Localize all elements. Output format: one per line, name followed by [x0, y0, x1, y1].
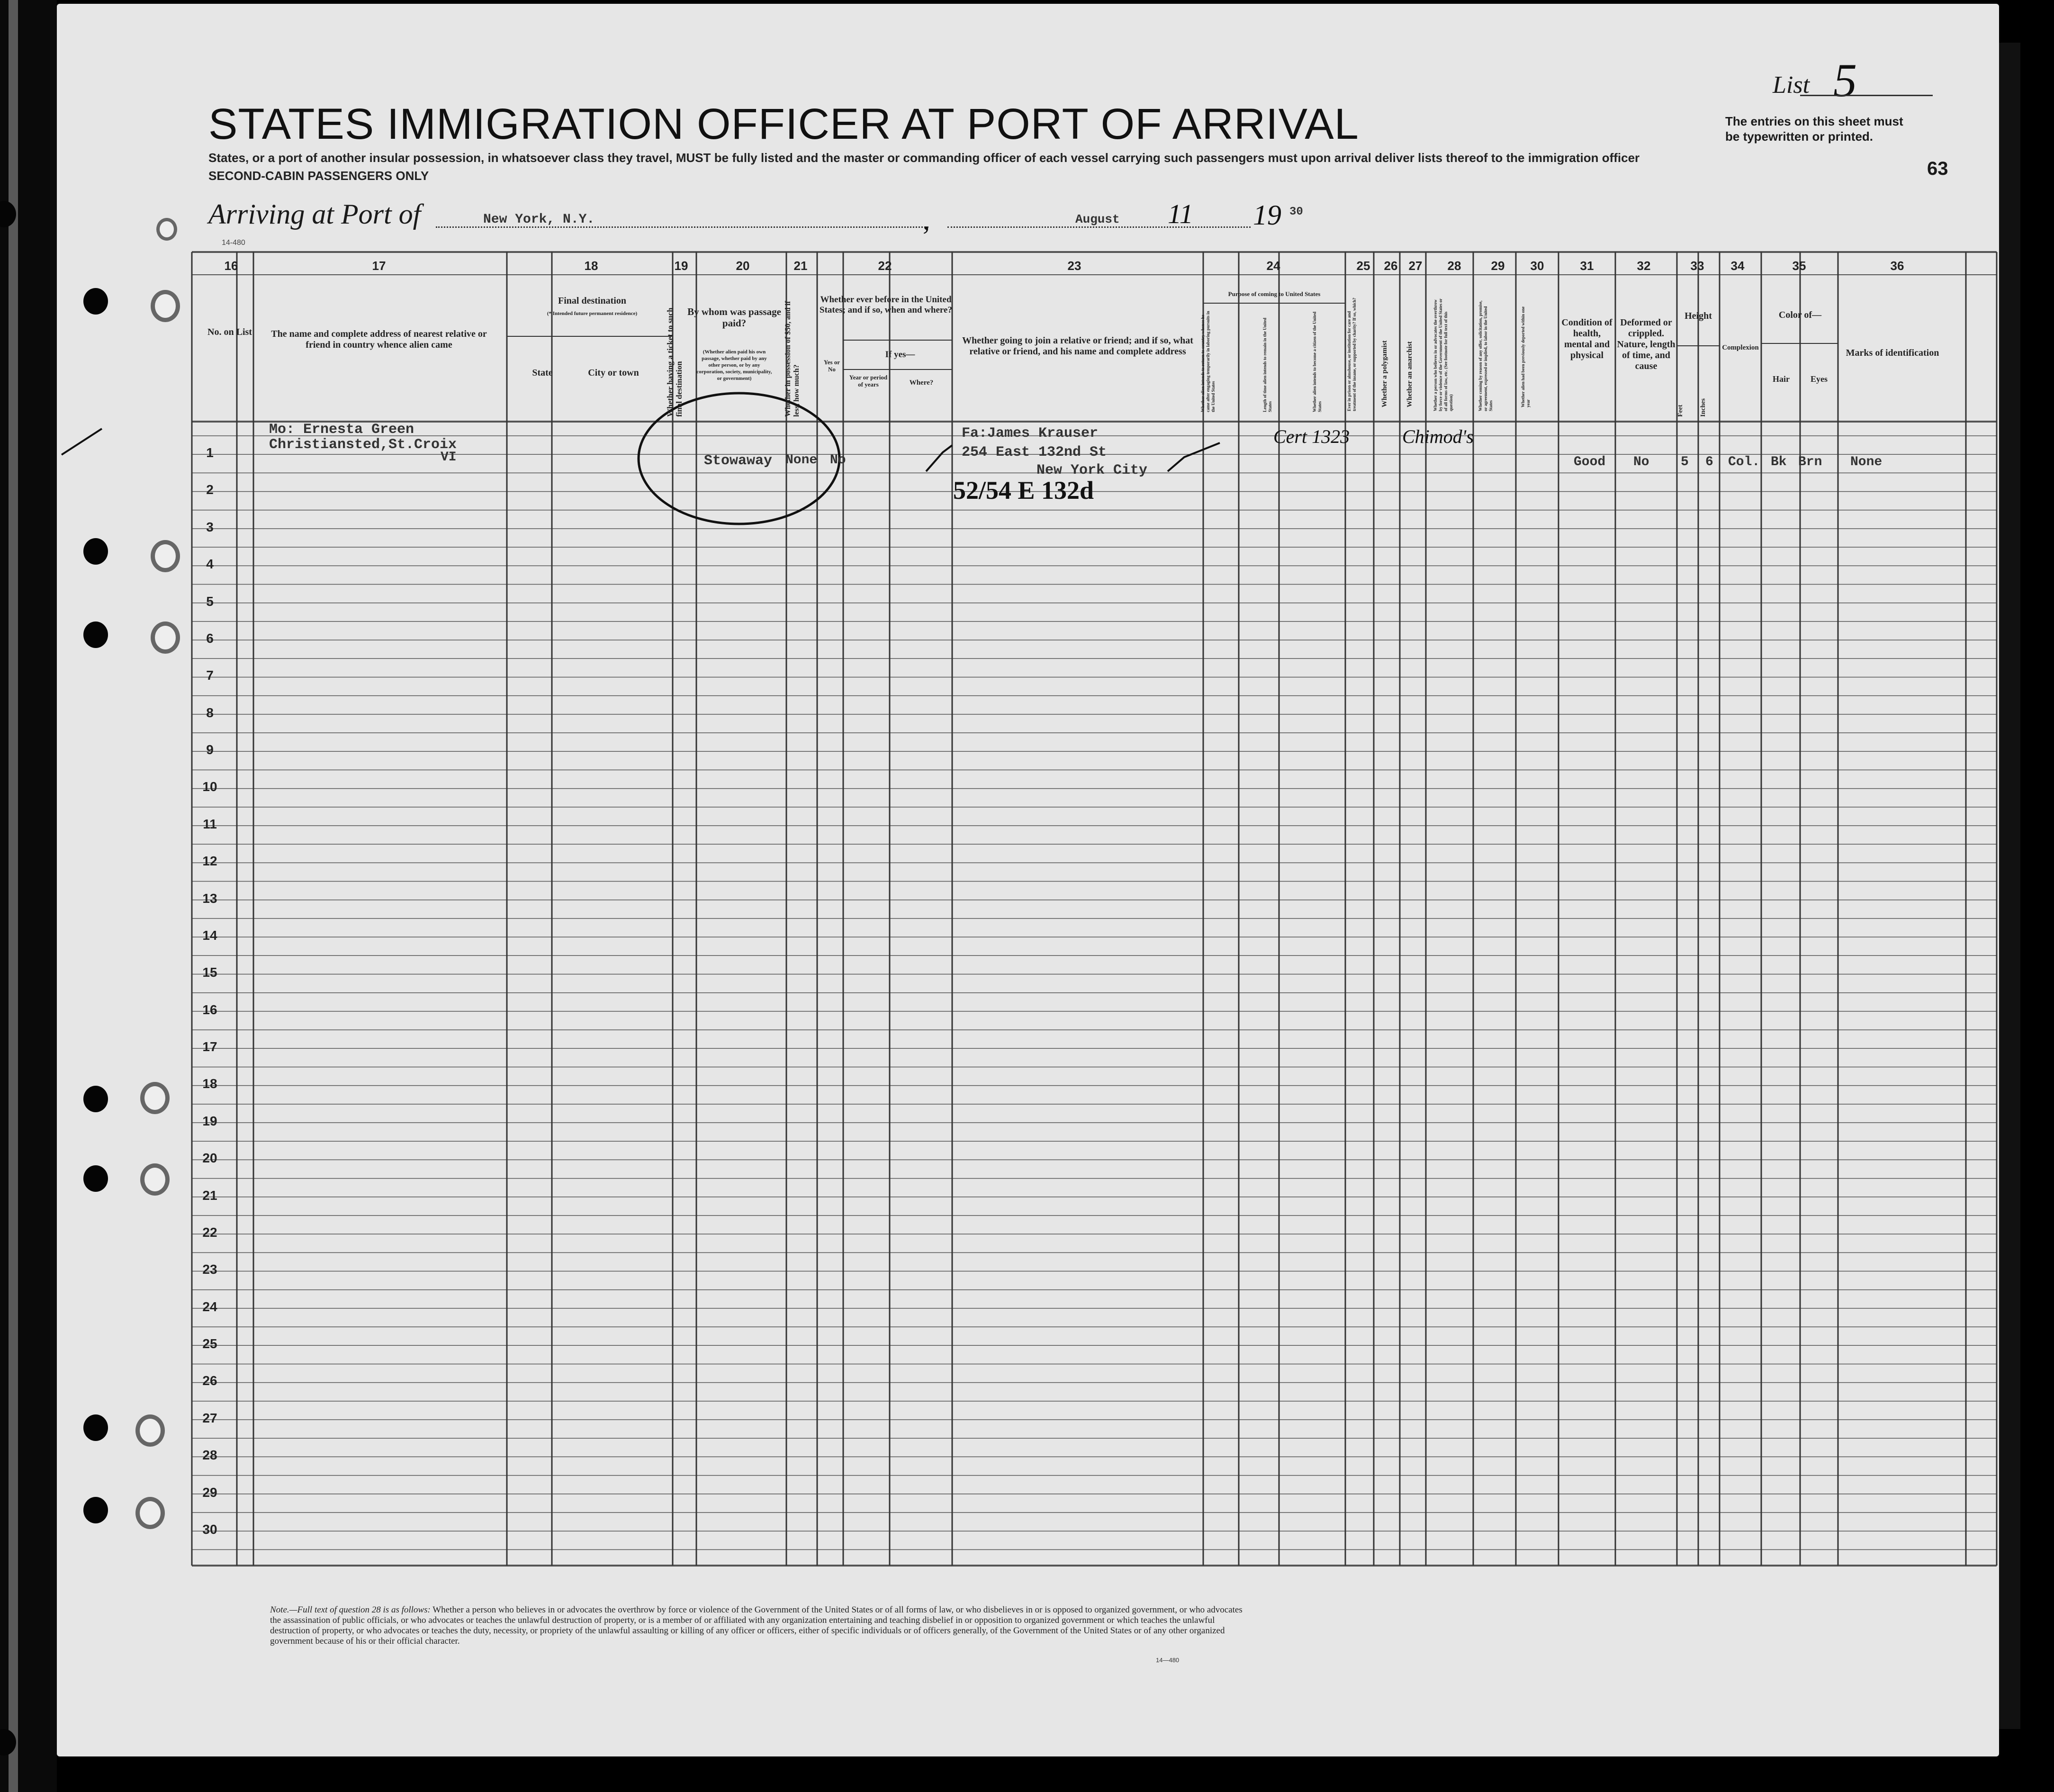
eyes-entry: Brn — [1798, 455, 1822, 469]
header-eyes: Eyes — [1811, 374, 1828, 384]
height-feet-entry: 5 — [1681, 455, 1689, 469]
row-number: 27 — [202, 1410, 217, 1425]
notice-line: be typewritten or printed. — [1725, 129, 1874, 144]
header-polygamist: Whether a polygamist — [1381, 340, 1388, 407]
list-number: 5 — [1833, 54, 1857, 107]
header-purpose-return: Whether alien intends to return to country whence he came after engaging temporarily in laboring pursuits in the United States — [1200, 311, 1216, 412]
header-no-on-list: No. on List — [207, 327, 252, 337]
footnote-lead: Note.—Full text of question 28 is as follows: — [270, 1605, 431, 1615]
header-final-destination-note: (* Intended future permanent residence) — [547, 311, 638, 316]
column-number: 35 — [1792, 259, 1806, 273]
header-prison: Ever in prison or almshouse, or institution for care and treatment of the insane, or supported by charity? If so, which? — [1347, 297, 1357, 411]
header-purpose: Purpose of coming to United States — [1228, 290, 1321, 297]
row-number: 21 — [202, 1188, 217, 1203]
row-number: 2 — [206, 482, 214, 497]
row-number: 3 — [206, 519, 214, 534]
column-number: 21 — [793, 259, 808, 273]
column-number: 33 — [1690, 259, 1704, 273]
header-hair: Hair — [1773, 374, 1790, 384]
row-number: 18 — [202, 1076, 217, 1091]
port-of-arrival: New York, N.Y. — [483, 212, 595, 227]
row-number: 25 — [202, 1336, 217, 1351]
header-joining-relative: Whether going to join a relative or friend; and if so, what relative or friend, and his name and complete address — [962, 335, 1193, 357]
page-number: 63 — [1927, 158, 1948, 179]
notice-line: The entries on this sheet must — [1725, 114, 1903, 128]
header-year: Year or period of years — [849, 374, 888, 388]
column-number: 36 — [1890, 259, 1904, 273]
row-number: 17 — [202, 1039, 217, 1054]
deformed-entry: No — [1633, 455, 1649, 469]
joining-street: 254 East 132nd St — [962, 444, 1107, 460]
row-number: 15 — [202, 965, 217, 980]
footnote — [270, 1605, 1246, 1647]
arrival-day: 11 — [1168, 198, 1193, 229]
header-height: Height — [1685, 311, 1712, 321]
hair-entry: Bk — [1771, 455, 1787, 469]
comma: , — [923, 204, 930, 235]
form-code-bottom: 14—480 — [1156, 1657, 1180, 1664]
passage-paid-entry: Stowaway — [704, 453, 773, 469]
relative-address: Christiansted,St.Croix — [269, 437, 457, 453]
header-labor-offer: Whether coming by reason of any offer, solicitation, promise, or agreement, expressed or implied, to labor in the United States — [1478, 300, 1493, 411]
row-number: 1 — [206, 445, 214, 460]
column-number: 25 — [1356, 259, 1370, 273]
column-number: 20 — [736, 259, 750, 273]
column-number: 22 — [878, 259, 892, 273]
relative-name: Mo: Ernesta Green — [269, 422, 414, 438]
column-number: 32 — [1637, 259, 1651, 273]
margin-mark — [62, 429, 102, 455]
row-number: 16 — [202, 1002, 217, 1017]
column-number: 31 — [1580, 259, 1594, 273]
complexion-entry: Col. — [1728, 455, 1760, 469]
joining-city: New York City — [1036, 462, 1148, 478]
check-mark — [1168, 443, 1220, 471]
height-inches-entry: 6 — [1705, 455, 1713, 469]
arrival-year-suffix: 30 — [1289, 206, 1303, 218]
row-number: 7 — [206, 668, 214, 683]
page-title: STATES IMMIGRATION OFFICER AT PORT OF ARRIVAL — [208, 100, 1359, 148]
footnote-body: Whether a person who believes in or advocates the overthrow by force or violence of the Government of the United States or of all forms of law, or who disbelieves in or is opposed to organized government, or who advocates the assassination of public officials, or who advocates or teaches the unlawful destruction of property, or is a member of or affiliated with any organization entertaining and teaching disbelief in or opposition to organized government or which teaches the unlawful destruction of property, or who advocates or teaches the duty, necessity, or propriety of the unlawful assaulting or killing of any officer or officers, either of specific individuals or of officers generally, of the Government of the United States or of any other organized government because of his or their official character. — [270, 1605, 1243, 1646]
header-anarchist: Whether an anarchist — [1406, 341, 1414, 407]
date-line — [947, 226, 1251, 228]
header-health: Condition of health, mental and physical — [1561, 317, 1613, 360]
row-number: 13 — [202, 891, 217, 906]
column-number: 29 — [1491, 259, 1505, 273]
header-passage-paid: By whom was passage paid? — [687, 306, 781, 329]
column-number: 30 — [1530, 259, 1544, 273]
row-number: 10 — [202, 779, 217, 794]
header-deformed: Deformed or crippled. Nature, length of time, and cause — [1617, 317, 1676, 371]
passenger-class: SECOND-CABIN PASSENGERS ONLY — [208, 169, 429, 183]
header-deported: Whether alien had been previously deported within one year — [1521, 306, 1531, 407]
header-feet: Feet — [1677, 405, 1684, 417]
column-number: 27 — [1408, 259, 1423, 273]
column-number: 17 — [372, 259, 386, 273]
row-number: 12 — [202, 854, 217, 869]
arrival-month: August — [1075, 212, 1120, 226]
column-number: 24 — [1266, 259, 1280, 273]
header-identification-marks: Marks of identification — [1846, 348, 1939, 358]
row-number: 30 — [202, 1522, 217, 1537]
column-number: 19 — [674, 259, 688, 273]
header-state: State — [532, 368, 553, 378]
header-city: City or town — [588, 368, 639, 378]
header-inches: Inches — [1700, 398, 1707, 417]
column-number: 18 — [584, 259, 598, 273]
arriving-label: Arriving at Port of — [208, 198, 421, 230]
header-if-yes: If yes— — [885, 350, 915, 360]
header-where: Where? — [909, 379, 934, 387]
header-yes-no: Yes or No — [823, 359, 840, 373]
header-passage-note: (Whether alien paid his own passage, whether paid by any other person, or by any corporation, society, municipality, or government) — [696, 349, 772, 381]
relative-address-territory: VI — [441, 450, 457, 465]
row-number: 19 — [202, 1113, 217, 1128]
row-number: 14 — [202, 928, 217, 943]
header-nearest-relative: The name and complete address of nearest relative or friend in country whence alien came — [271, 329, 487, 350]
row-number: 4 — [206, 557, 214, 572]
header-color: Color of— — [1778, 310, 1822, 320]
header-instructions: States, or a port of another insular possession, in whatsoever class they travel, MUST be fully listed and the master or commanding officer of each vessel carrying such passengers must upon arrival deliver lists thereof to the immigration officer — [208, 151, 1640, 165]
header-complexion: Complexion — [1722, 344, 1759, 351]
row-number: 11 — [203, 816, 217, 831]
header-ticket: Whether having a ticket to such final destination — [666, 307, 684, 417]
column-number: 23 — [1067, 259, 1081, 273]
header-purpose-length: Length of time alien intends to remain in the United States — [1262, 317, 1272, 412]
column-number: 16 — [224, 259, 238, 273]
row-number: 8 — [206, 705, 214, 720]
header-before-in-us: Whether ever before in the United States; and if so, when and where? — [820, 295, 952, 315]
row-number: 28 — [202, 1448, 217, 1463]
row-number: 6 — [206, 630, 214, 646]
handwritten-address: 52/54 E 132d — [953, 476, 1094, 504]
row-number: 9 — [206, 742, 214, 757]
row-number: 26 — [202, 1373, 217, 1388]
handwritten-note: Chimod's — [1402, 426, 1474, 447]
row-number: 5 — [206, 594, 214, 609]
form-code-top: 14-480 — [222, 239, 245, 247]
row-number: 29 — [202, 1485, 217, 1500]
header-overthrow: Whether a person who believes in or advocates the overthrow by force or violence of the Government of the United States or of all forms of law, etc. (See footnote for full text of this question) — [1433, 298, 1453, 411]
health-entry: Good — [1574, 455, 1606, 469]
handwritten-certificate: Cert 1323 — [1273, 426, 1350, 447]
check-mark — [926, 445, 952, 471]
column-number: 34 — [1730, 259, 1745, 273]
header-money: Whether in possession of $50, and if less, how much? — [784, 301, 801, 417]
header-purpose-citizen: Whether alien intends to become a citizen of the United States — [1312, 311, 1322, 412]
row-number: 22 — [202, 1225, 217, 1240]
column-number: 28 — [1447, 259, 1461, 273]
header-final-destination: Final destination — [558, 296, 626, 306]
row-number: 20 — [202, 1151, 217, 1166]
money-entry: None — [785, 453, 818, 468]
list-label: List — [1773, 72, 1810, 99]
typewritten-notice — [1725, 114, 1903, 144]
before-in-us-entry: No — [830, 453, 846, 468]
joining-name: Fa:James Krauser — [962, 425, 1099, 441]
row-number: 23 — [202, 1262, 217, 1277]
arrival-year-prefix: 19 — [1253, 199, 1281, 231]
column-number: 26 — [1384, 259, 1398, 273]
row-number: 24 — [202, 1299, 217, 1314]
identification-marks-entry: None — [1850, 455, 1883, 469]
list-underline — [1800, 95, 1933, 96]
